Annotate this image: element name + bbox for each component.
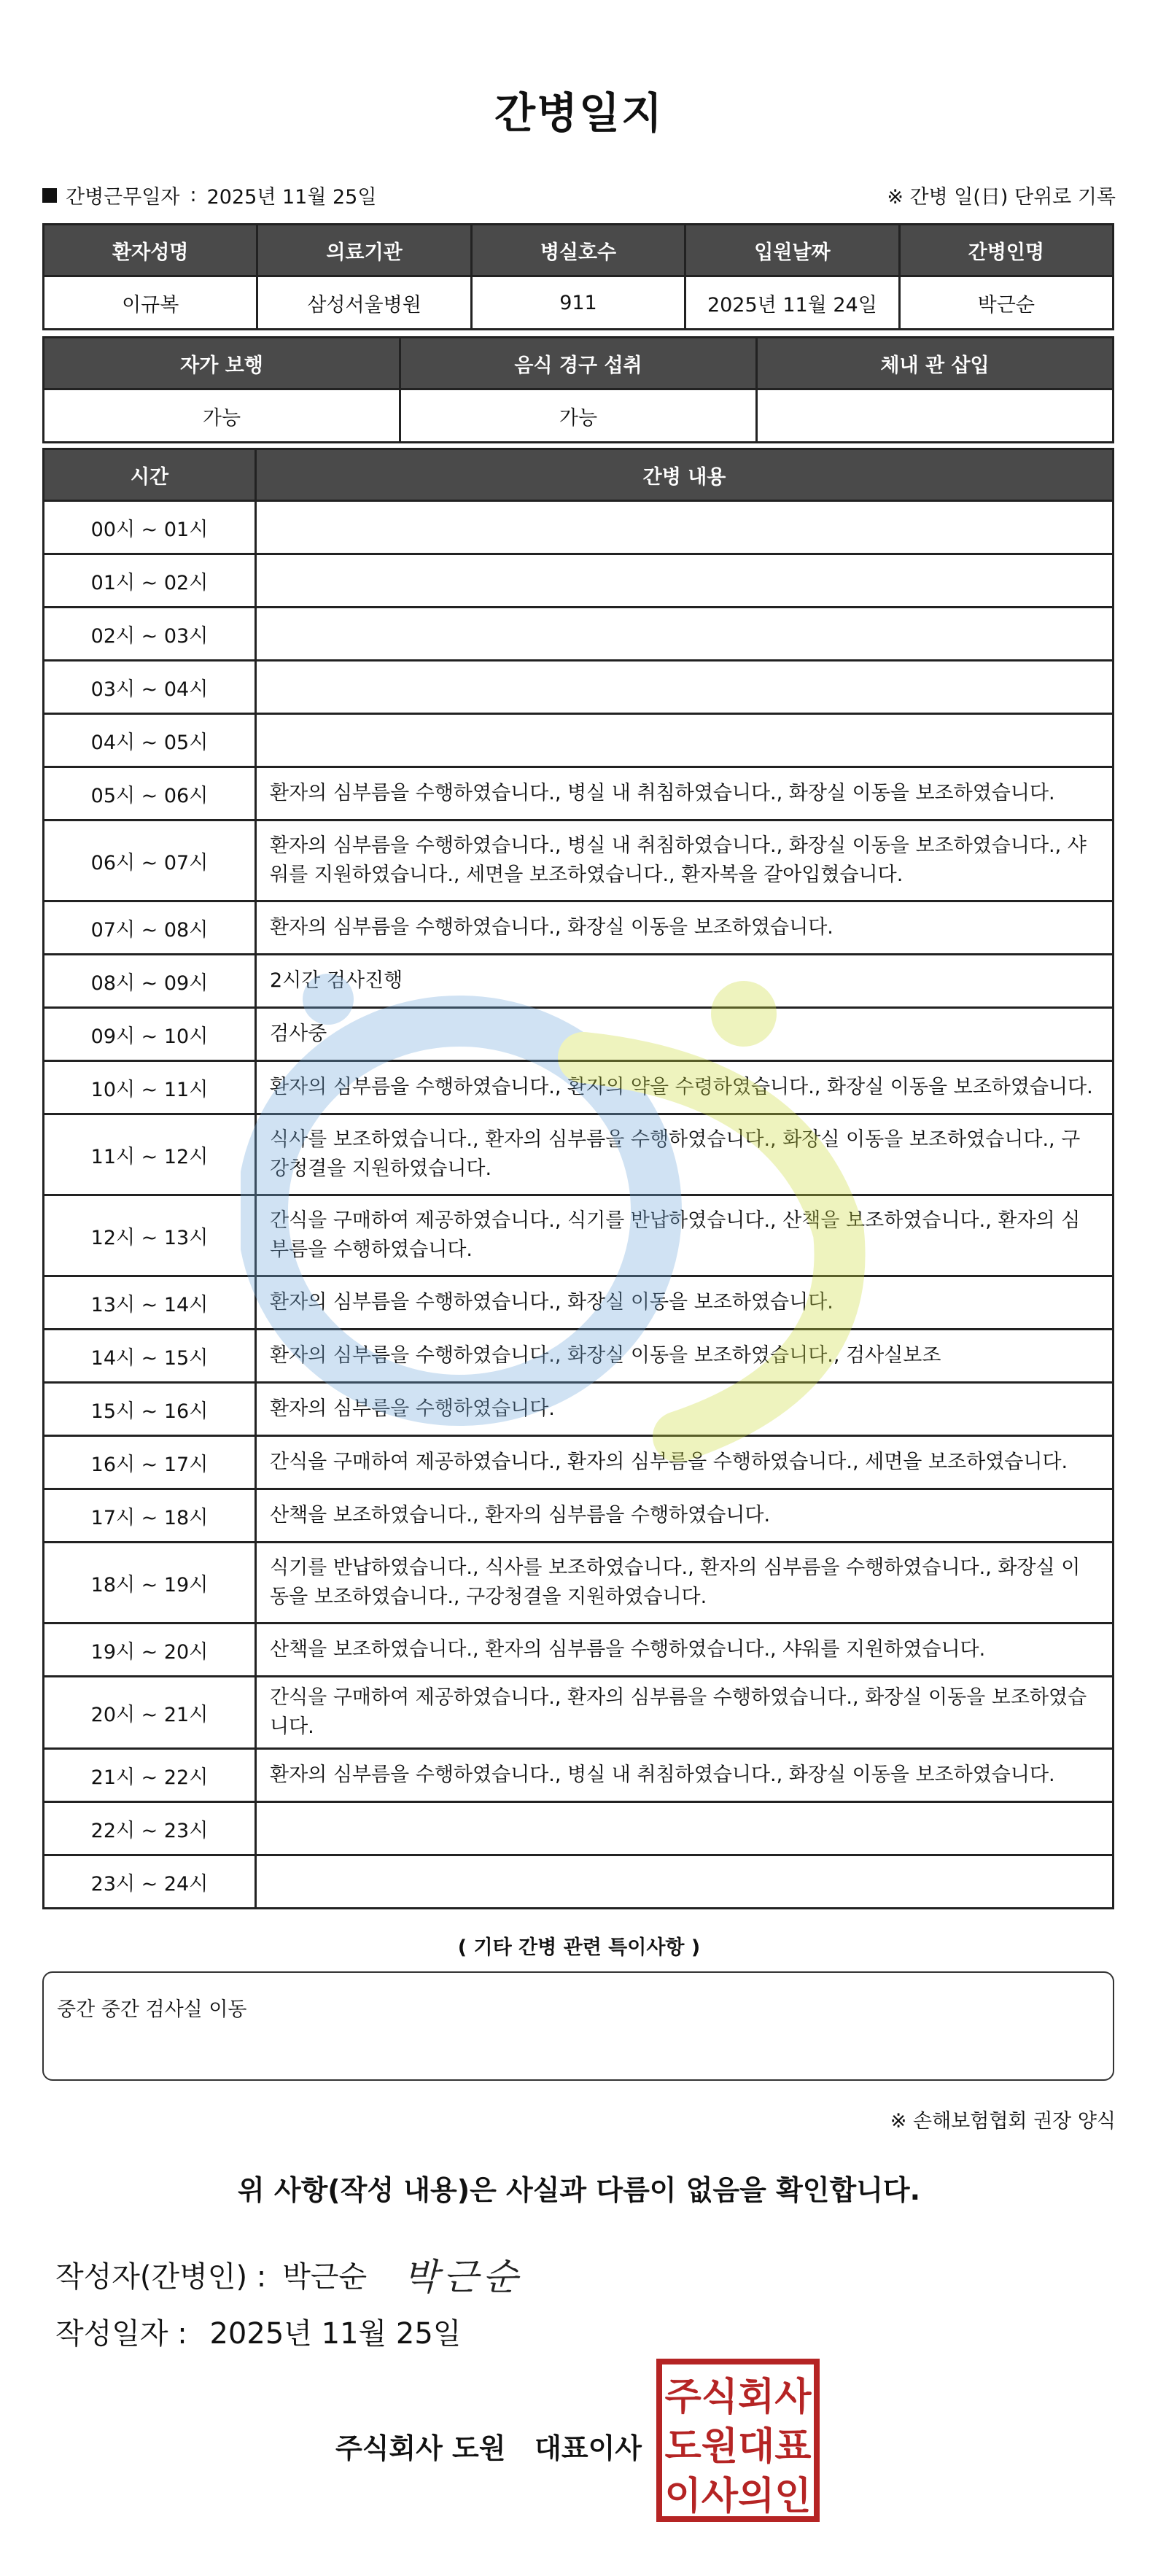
content-cell: 환자의 심부름을 수행하였습니다. xyxy=(256,1383,1114,1436)
square-bullet-icon xyxy=(42,188,57,203)
header-oral-intake: 음식 경구 섭취 xyxy=(400,338,757,389)
written-date-value: 2025년 11월 25일 xyxy=(209,2317,462,2351)
time-cell: 19시 ~ 20시 xyxy=(44,1623,256,1677)
table-row xyxy=(44,501,1114,554)
table-row xyxy=(44,1276,1114,1330)
table-row xyxy=(44,820,1114,901)
time-cell: 16시 ~ 17시 xyxy=(44,1436,256,1489)
content-cell: 식사를 보조하였습니다., 환자의 심부름을 수행하였습니다., 화장실 이동을 보조하였습니다., 구강청결을 지원하였습니다. xyxy=(256,1114,1114,1195)
table-row xyxy=(44,1383,1114,1436)
patient-info-table xyxy=(42,223,1114,330)
table-row xyxy=(44,1802,1114,1855)
notes-box xyxy=(42,1971,1114,2081)
notes-title: ( 기타 간병 관련 특이사항 ) xyxy=(457,1936,701,1959)
content-cell: 2시간 검사진행 xyxy=(256,955,1114,1008)
content-cell xyxy=(256,1855,1114,1909)
time-cell: 01시 ~ 02시 xyxy=(44,554,256,608)
content-cell: 환자의 심부름을 수행하였습니다., 화장실 이동을 보조하였습니다. xyxy=(256,901,1114,955)
work-date-label: 간병근무일자 xyxy=(66,186,180,209)
company-seal-stamp xyxy=(655,2357,821,2523)
room-number: 911 xyxy=(471,276,685,330)
written-date-label: 작성일자 : xyxy=(55,2317,187,2351)
oral-intake-value: 가능 xyxy=(400,389,757,443)
hospital: 삼성서울병원 xyxy=(257,276,471,330)
time-cell: 07시 ~ 08시 xyxy=(44,901,256,955)
time-cell: 15시 ~ 16시 xyxy=(44,1383,256,1436)
work-date-separator: : xyxy=(190,184,197,206)
admission-date: 2025년 11월 24일 xyxy=(685,276,899,330)
time-cell: 03시 ~ 04시 xyxy=(44,661,256,714)
content-cell: 간식을 구매하여 제공하였습니다., 식기를 반납하였습니다., 산책을 보조하였습니다., 환자의 심부름을 수행하였습니다. xyxy=(256,1195,1114,1276)
written-date-line xyxy=(55,2311,461,2352)
notes-content: 중간 중간 검사실 이동 xyxy=(57,1998,247,2021)
table-row xyxy=(44,554,1114,608)
time-cell: 17시 ~ 18시 xyxy=(44,1489,256,1543)
confirmation-statement: 위 사항(작성 내용)은 사실과 다름이 없음을 확인합니다. xyxy=(237,2174,921,2206)
header-note: ※ 간병 일(日) 단위로 기록 xyxy=(887,186,1116,209)
header-admission-date: 입원날짜 xyxy=(685,225,899,276)
content-cell: 환자의 심부름을 수행하였습니다., 화장실 이동을 보조하였습니다. xyxy=(256,1276,1114,1330)
content-cell xyxy=(256,608,1114,661)
content-cell: 환자의 심부름을 수행하였습니다., 환자의 약을 수령하였습니다., 화장실 이동을 보조하였습니다. xyxy=(256,1061,1114,1114)
content-cell xyxy=(256,554,1114,608)
time-cell: 06시 ~ 07시 xyxy=(44,820,256,901)
content-cell xyxy=(256,1802,1114,1855)
content-cell xyxy=(256,501,1114,554)
writer-line xyxy=(55,2248,522,2300)
work-date-value: 2025년 11월 25일 xyxy=(206,186,377,209)
patient-name: 이규복 xyxy=(44,276,257,330)
header-tube-insertion: 체내 관 삽입 xyxy=(757,338,1114,389)
time-cell: 13시 ~ 14시 xyxy=(44,1276,256,1330)
care-log-body xyxy=(44,501,1114,1909)
work-date-line xyxy=(42,181,376,209)
seal-line-1: 주식회사 xyxy=(664,2375,812,2419)
time-cell: 11시 ~ 12시 xyxy=(44,1114,256,1195)
content-cell: 환자의 심부름을 수행하였습니다., 병실 내 취침하였습니다., 화장실 이동을 보조하였습니다., 샤워를 지원하였습니다., 세면을 보조하였습니다., 환자복을 갈아입혔습니다. xyxy=(256,820,1114,901)
seal-line-3: 이사의인 xyxy=(664,2475,812,2518)
time-cell: 00시 ~ 01시 xyxy=(44,501,256,554)
content-cell: 식기를 반납하였습니다., 식사를 보조하였습니다., 환자의 심부름을 수행하였습니다., 화장실 이동을 보조하였습니다., 구강청결을 지원하였습니다. xyxy=(256,1543,1114,1623)
table-row xyxy=(44,1008,1114,1061)
page-title: 간병일지 xyxy=(494,88,664,138)
time-cell: 21시 ~ 22시 xyxy=(44,1749,256,1802)
time-cell: 10시 ~ 11시 xyxy=(44,1061,256,1114)
caregiver-name: 박근순 xyxy=(899,276,1113,330)
time-cell: 05시 ~ 06시 xyxy=(44,767,256,820)
time-cell: 09시 ~ 10시 xyxy=(44,1008,256,1061)
writer-label: 작성자(간병인) : xyxy=(55,2259,267,2294)
content-cell: 산책을 보조하였습니다., 환자의 심부름을 수행하였습니다. xyxy=(256,1489,1114,1543)
content-cell: 환자의 심부름을 수행하였습니다., 병실 내 취침하였습니다., 화장실 이동을 보조하였습니다. xyxy=(256,767,1114,820)
table-row xyxy=(44,1436,1114,1489)
time-cell: 08시 ~ 09시 xyxy=(44,955,256,1008)
content-cell: 환자의 심부름을 수행하였습니다., 병실 내 취침하였습니다., 화장실 이동을 보조하였습니다. xyxy=(256,1749,1114,1802)
recommendation-note: ※ 손해보험협회 권장 양식 xyxy=(890,2110,1116,2133)
table-row xyxy=(44,767,1114,820)
table-row xyxy=(44,1623,1114,1677)
time-cell: 20시 ~ 21시 xyxy=(44,1677,256,1749)
table-row xyxy=(44,955,1114,1008)
company-representative: 주식회사 도원 대표이사 xyxy=(335,2432,642,2464)
self-walking-value: 가능 xyxy=(44,389,400,443)
content-cell: 간식을 구매하여 제공하였습니다., 환자의 심부름을 수행하였습니다., 화장실 이동을 보조하였습니다. xyxy=(256,1677,1114,1749)
time-cell: 23시 ~ 24시 xyxy=(44,1855,256,1909)
table-row xyxy=(44,901,1114,955)
tube-insertion-value xyxy=(757,389,1114,443)
time-cell: 14시 ~ 15시 xyxy=(44,1330,256,1383)
table-row xyxy=(44,1749,1114,1802)
content-cell: 검사중 xyxy=(256,1008,1114,1061)
seal-line-2: 도원대표 xyxy=(664,2425,812,2469)
table-row xyxy=(44,661,1114,714)
table-row xyxy=(44,1543,1114,1623)
table-row xyxy=(44,1489,1114,1543)
table-row xyxy=(44,1061,1114,1114)
content-cell xyxy=(256,661,1114,714)
content-cell: 산책을 보조하였습니다., 환자의 심부름을 수행하였습니다., 샤워를 지원하였습니다. xyxy=(256,1623,1114,1677)
time-cell: 04시 ~ 05시 xyxy=(44,714,256,767)
table-row xyxy=(44,1195,1114,1276)
time-cell: 22시 ~ 23시 xyxy=(44,1802,256,1855)
care-log-table xyxy=(42,448,1114,1909)
header-care-content: 간병 내용 xyxy=(256,449,1114,501)
header-self-walking: 자가 보행 xyxy=(44,338,400,389)
content-cell xyxy=(256,714,1114,767)
header-hospital: 의료기관 xyxy=(257,225,471,276)
ability-table xyxy=(42,336,1114,443)
time-cell: 02시 ~ 03시 xyxy=(44,608,256,661)
table-row xyxy=(44,1330,1114,1383)
table-row xyxy=(44,1677,1114,1749)
table-row xyxy=(44,1114,1114,1195)
header-caregiver-name: 간병인명 xyxy=(899,225,1113,276)
time-cell: 18시 ~ 19시 xyxy=(44,1543,256,1623)
writer-signature: 박근순 xyxy=(403,2256,523,2298)
header-room: 병실호수 xyxy=(471,225,685,276)
content-cell: 환자의 심부름을 수행하였습니다., 화장실 이동을 보조하였습니다., 검사실보조 xyxy=(256,1330,1114,1383)
table-row xyxy=(44,714,1114,767)
table-row xyxy=(44,1855,1114,1909)
content-cell: 간식을 구매하여 제공하였습니다., 환자의 심부름을 수행하였습니다., 세면을 보조하였습니다. xyxy=(256,1436,1114,1489)
time-cell: 12시 ~ 13시 xyxy=(44,1195,256,1276)
header-patient-name: 환자성명 xyxy=(44,225,257,276)
header-time: 시간 xyxy=(44,449,256,501)
table-row xyxy=(44,608,1114,661)
writer-name: 박근순 xyxy=(282,2259,368,2294)
